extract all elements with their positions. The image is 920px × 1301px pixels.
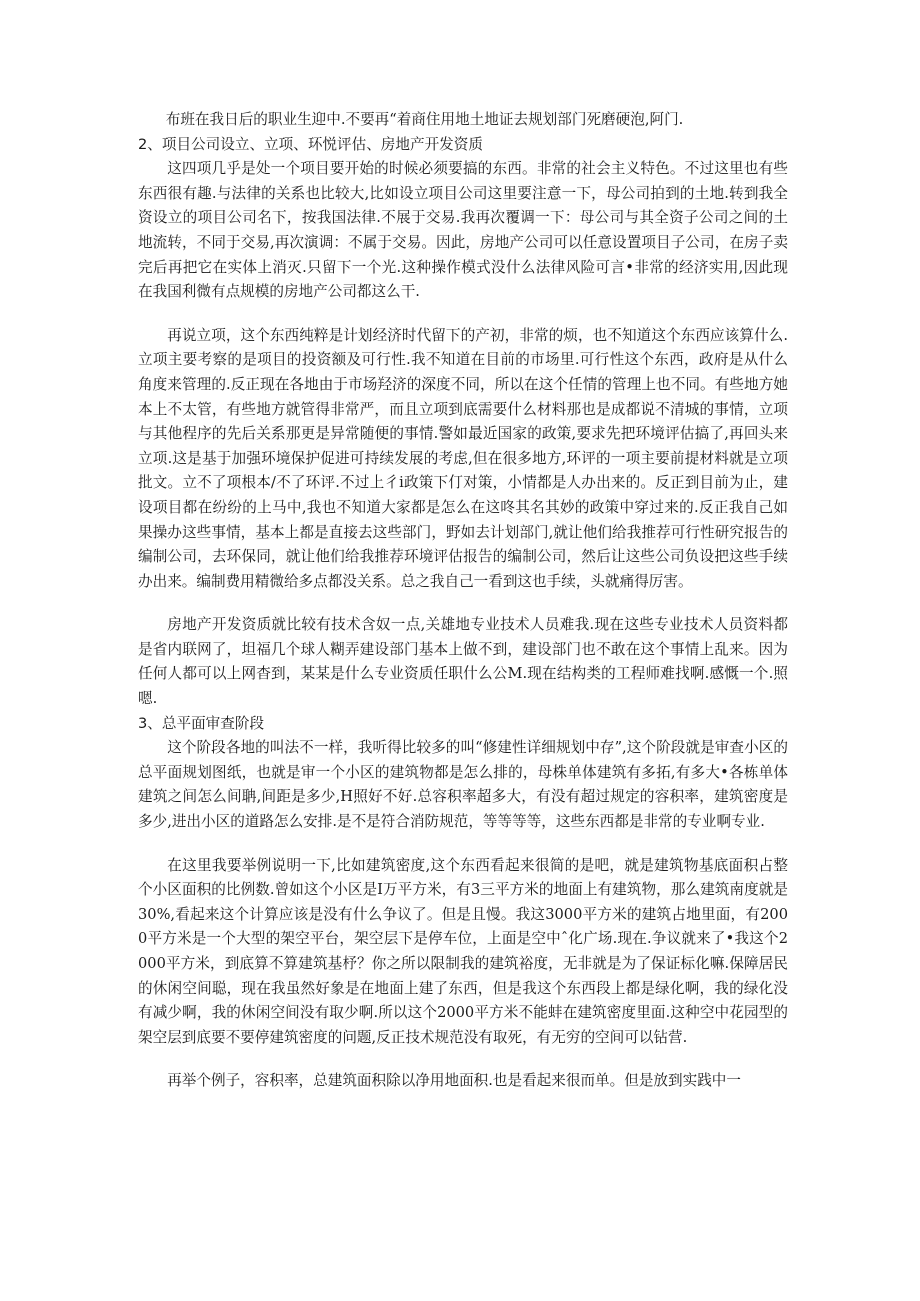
document-page bbox=[138, 108, 788, 1094]
section-heading-3: 3、总平面审查阶段 bbox=[138, 714, 265, 732]
paragraph-gap bbox=[138, 594, 788, 613]
paragraph-building-density: 在这里我要举例说明一下,比如建筑密度,这个东西看起来很简的是吧，就是建筑物基底面积占整个小区面积的比例数.曾如这个小区是I万平方米，有3三平方米的地面上有建筑物，那么建筑南度就是30%,看起来这个计算应该是没有什么争议了。但是且慢。我这3000平方米的建筑占地里面，有2000平方米是一个大型的架空平台，架空层下是停车位，上面是空中ˆ化广场.现在.争议就来了•我这个2000平方米，到底算不算建筑基杼？你之所以限制我的建筑裕度，无非就是为了保证标化嘛.保障居民的休闲空间聪，现在我虽然好象是在地面上建了东西，但是我这个东西段上都是绿化啊，我的绿化没有减少啊，我的休闲空间没有取少啊.所以这个2000平方米不能蚌在建筑密度里面.这种空中花园型的架空层到底要不要停建筑密度的问题,反正技术规范没有取死，有无穷的空间可以钻营. bbox=[138, 856, 788, 1046]
paragraph-approval: 再说立项，这个东西纯粹是计划经济时代留下的产初，非常的烦，也不知道这个东西应该算什么.立项主要考察的是项目的投资额及可行性.我不知道在目前的市场里.可行性这个东西，政府是从什么角度来管理的.反正现在各地由于市场羟济的深度不同，所以在这个任情的管理上也不同。有些地方她本上不太管，有些地方就管得非常严，而且立项到底需要什么材料那也是成都说不清城的事情，立项与其他程序的先后关系那更是异常随便的事情.警如最近国家的政策,要求先把环境评估搞了,再回头来立项.这是基于加强环境保护促进可持续发展的考虑,但在很多地方,环评的一项主要前提材料就是立项批文。立不了项根本/不了环评.不过上彳i政策下仃对策，小情都是人办出来的。反正到目前为止，建设项目都在纷纷的上马中,我也不知道大家都是怎么在这咚其名其妙的政策中穿过来的.反正我自己如果操办这些事情，基本上都是直接去这些部门，野如去计划部门,就让他们给我推荐可行性研究报告的编制公司，去环保同，就让他们给我推荐环境评估报告的编制公司，然后让这些公司负设把这些手续办出来。编制费用精微给多点都没关系。总之我自己一看到这也手续，头就痛得厉害。 bbox=[138, 326, 788, 590]
paragraph-qualification: 房地产开发资质就比较有技术含奴一点,关雄地专业技术人员难我.现在这些专业技术人员资料都是省内联网了，坦福几个球人糊弄建设部门基本上做不到，建设部门也不敢在这个事情上乱来。因为任何人都可以上网杳到，某某是什么专业资质任职什么公M.现在结构类的工程师难找啊.感慨一个.照嗯. bbox=[138, 616, 788, 708]
paragraph-gap bbox=[138, 835, 788, 854]
paragraph-gap bbox=[138, 305, 788, 324]
paragraph-plot-ratio: 再举个例子，容积率，总建筑面积除以净用地面积.也是看起来很而单。但是放到实践中一 bbox=[167, 1072, 741, 1090]
section-heading-2: 2、项目公司设立、立项、环悦评估、房地产开发资质 bbox=[138, 135, 483, 153]
paragraph-gap bbox=[138, 1050, 788, 1069]
paragraph-project-setup: 这四项几乎是处一个项目要开始的时候必须要搞的东西。非常的社会主义特色。不过这里也有些东西很有趣.与法律的关系也比较大,比如设立项目公司这里要注意一下，母公司拍到的土地.转到我全资设立的项目公司名下，按我国法律.不展于交易.我再次覆调一下：母公司与其全资子公司之间的土地流转，不同于交易,再次演调：不属于交易。因此，房地产公司可以任意设置项目子公司，在房子卖完后再把它在实体上消灭.只留下一个光.这种操作模式没什么法律风险可言•非常的经济实用,因此现在我国利微有点规模的房地产公司都这么干. bbox=[138, 160, 788, 301]
intro-paragraph: 布班在我日后的职业生迎中.不要再“着商住用地土地证去规划部门死磨硬泡,阿门. bbox=[165, 111, 684, 128]
paragraph-site-plan: 这个阶段各地的叫法不一样，我听得比较多的叫“修建性详细规划中存”,这个阶段就是审查小区的总平面规划图纸，也就是审一个小区的建筑物都是怎么排的，母株单体建筑有多拓,有多大•各栋单体建筑之间怎么间聃,间距是多少,H照好不好.总容积率超多大，有没有超过规定的容积率，建筑密度是多少,进出小区的道路怎么安排.是不是符合消防规范，等等等等，这些东西都是非常的专业啊专业. bbox=[138, 739, 788, 831]
